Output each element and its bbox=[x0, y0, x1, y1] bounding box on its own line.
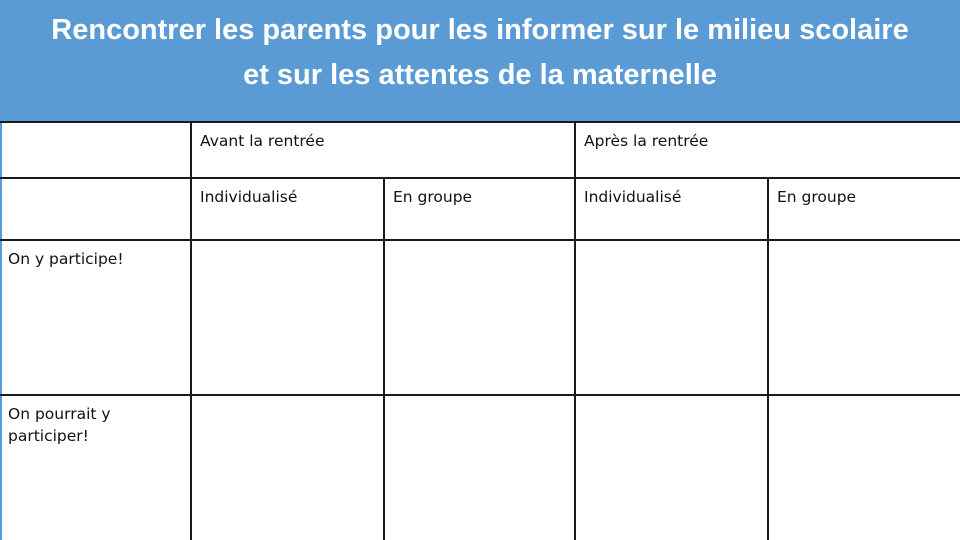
header-individual-after: Individualisé bbox=[584, 188, 682, 206]
title-banner bbox=[0, 0, 960, 121]
row-label-could-participate: On pourrait y participer! bbox=[8, 405, 111, 445]
table-cell[interactable] bbox=[385, 396, 574, 540]
table-cell[interactable] bbox=[576, 241, 767, 394]
header-group-before: En groupe bbox=[393, 188, 473, 206]
row-label-participating: On y participe! bbox=[8, 250, 124, 268]
header-before-school-start: Avant la rentrée bbox=[200, 132, 325, 150]
table-cell[interactable] bbox=[769, 396, 960, 540]
header-individual-before: Individualisé bbox=[200, 188, 298, 206]
participation-table bbox=[0, 121, 960, 540]
table-cell[interactable] bbox=[576, 396, 767, 540]
header-group-after: En groupe bbox=[777, 188, 857, 206]
table-cell[interactable] bbox=[385, 241, 574, 394]
page-title-line-2: et sur les attentes de la maternelle bbox=[243, 59, 717, 91]
table-cell[interactable] bbox=[192, 396, 383, 540]
header-after-school-start: Après la rentrée bbox=[584, 132, 709, 150]
table-cell[interactable] bbox=[769, 241, 960, 394]
table-cell[interactable] bbox=[192, 241, 383, 394]
page-title-line-1: Rencontrer les parents pour les informer sur le milieu scolaire bbox=[51, 14, 909, 46]
